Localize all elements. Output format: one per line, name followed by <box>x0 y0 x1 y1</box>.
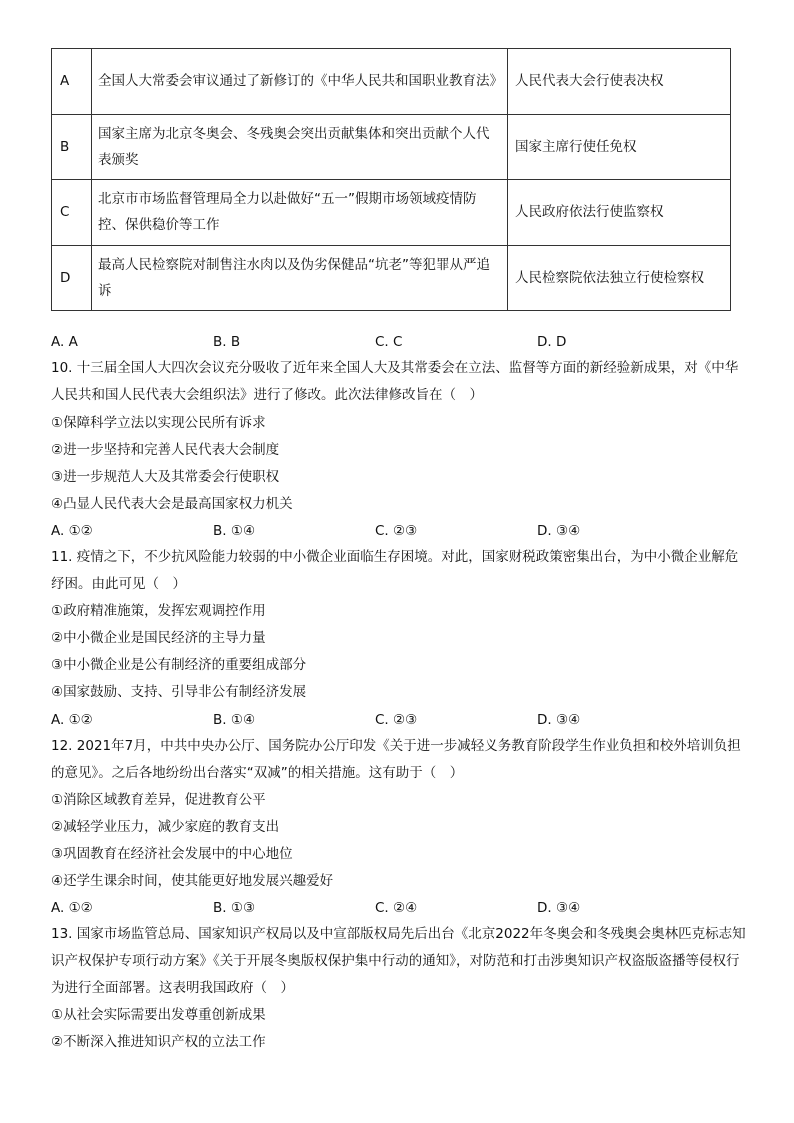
table-row <box>52 49 731 115</box>
q10-item-1: ①保障科学立法以实现公民所有诉求 <box>51 415 266 431</box>
choice-a: A. ①② <box>51 712 93 728</box>
q10-item-4: ④凸显人民代表大会是最高国家权力机关 <box>51 496 293 512</box>
row-label: A <box>52 49 92 115</box>
q10-stem: 10. 十三届全国人大四次会议充分吸收了近年来全国人大及其常委会在立法、监督等方面的新经验新成果，对《中华人民共和国人民代表大会组织法》进行了修改。此次法律修改旨在（ ） <box>51 360 739 403</box>
choice-a: A. ①② <box>51 523 93 539</box>
power-cell: 人民代表大会行使表决权 <box>508 49 731 115</box>
choice-c: C. ②③ <box>375 523 418 539</box>
q13-item-2: ②不断深入推进知识产权的立法工作 <box>51 1034 266 1050</box>
q10-choices <box>51 521 751 541</box>
table-row <box>52 114 731 180</box>
row-label: C <box>52 180 92 246</box>
choice-d: D. ③④ <box>537 900 581 916</box>
q11-item-3: ③中小微企业是公有制经济的重要组成部分 <box>51 657 307 673</box>
q10-item-3: ③进一步规范人大及其常委会行使职权 <box>51 469 280 485</box>
q13-item-1: ①从社会实际需要出发尊重创新成果 <box>51 1007 266 1023</box>
q11-choices <box>51 710 751 730</box>
choice-d: D. ③④ <box>537 523 581 539</box>
event-cell: 北京市市场监督管理局全力以赴做好“五一”假期市场领域疫情防控、保供稳价等工作 <box>92 180 508 246</box>
choice-b: B. B <box>213 334 241 350</box>
choice-b: B. ①④ <box>213 523 256 539</box>
q11-item-2: ②中小微企业是国民经济的主导力量 <box>51 630 266 646</box>
event-cell: 国家主席为北京冬奥会、冬残奥会突出贡献集体和突出贡献个人代表颁奖 <box>92 114 508 180</box>
q13-stem: 13. 国家市场监管总局、国家知识产权局以及中宣部版权局先后出台《北京2022年冬奥会和冬残奥会奥林匹克标志知识产权保护专项行动方案》《关于开展冬奥版权保护集中行动的通知》，对防范和打击涉奥知识产权盗版盗播等侵权行为进行全面部署。这表明我国政府（ ） <box>51 926 746 996</box>
q11-item-4: ④国家鼓励、支持、引导非公有制经济发展 <box>51 684 307 700</box>
row-label: B <box>52 114 92 180</box>
q12-item-3: ③巩固教育在经济社会发展中的中心地位 <box>51 846 293 862</box>
q12-item-4: ④还学生课余时间，使其能更好地发展兴趣爱好 <box>51 873 334 889</box>
choice-c: C. ②④ <box>375 900 418 916</box>
choice-b: B. ①③ <box>213 900 256 916</box>
q10-item-2: ②进一步坚持和完善人民代表大会制度 <box>51 442 280 458</box>
row-label: D <box>52 245 92 311</box>
table-row <box>52 245 731 311</box>
q11-item-1: ①政府精准施策，发挥宏观调控作用 <box>51 603 266 619</box>
choice-a: A. A <box>51 334 78 350</box>
choice-a: A. ①② <box>51 900 93 916</box>
choice-c: C. ②③ <box>375 712 418 728</box>
q12-item-1: ①消除区域教育差异，促进教育公平 <box>51 792 266 808</box>
choice-d: D. ③④ <box>537 712 581 728</box>
q12-stem: 12. 2021年7月，中共中央办公厅、国务院办公厅印发《关于进一步减轻义务教育阶段学生作业负担和校外培训负担的意见》。之后各地纷纷出台落实“双减”的相关措施。这有助于（ ） <box>51 738 741 781</box>
q9-choices <box>51 332 751 352</box>
power-cell: 人民检察院依法独立行使检察权 <box>508 245 731 311</box>
event-cell: 最高人民检察院对制售注水肉以及伪劣保健品“坑老”等犯罪从严追诉 <box>92 245 508 311</box>
table-row <box>52 180 731 246</box>
q12-item-2: ②减轻学业压力，减少家庭的教育支出 <box>51 819 280 835</box>
choice-b: B. ①④ <box>213 712 256 728</box>
choice-c: C. C <box>375 334 403 350</box>
options-table <box>51 48 731 311</box>
event-cell: 全国人大常委会审议通过了新修订的《中华人民共和国职业教育法》 <box>92 49 508 115</box>
q12-choices <box>51 898 751 918</box>
q11-stem: 11. 疫情之下，不少抗风险能力较弱的中小微企业面临生存困境。对此，国家财税政策密集出台，为中小微企业解危纾困。由此可见（ ） <box>51 549 739 592</box>
choice-d: D. D <box>537 334 567 350</box>
power-cell: 人民政府依法行使监察权 <box>508 180 731 246</box>
power-cell: 国家主席行使任免权 <box>508 114 731 180</box>
